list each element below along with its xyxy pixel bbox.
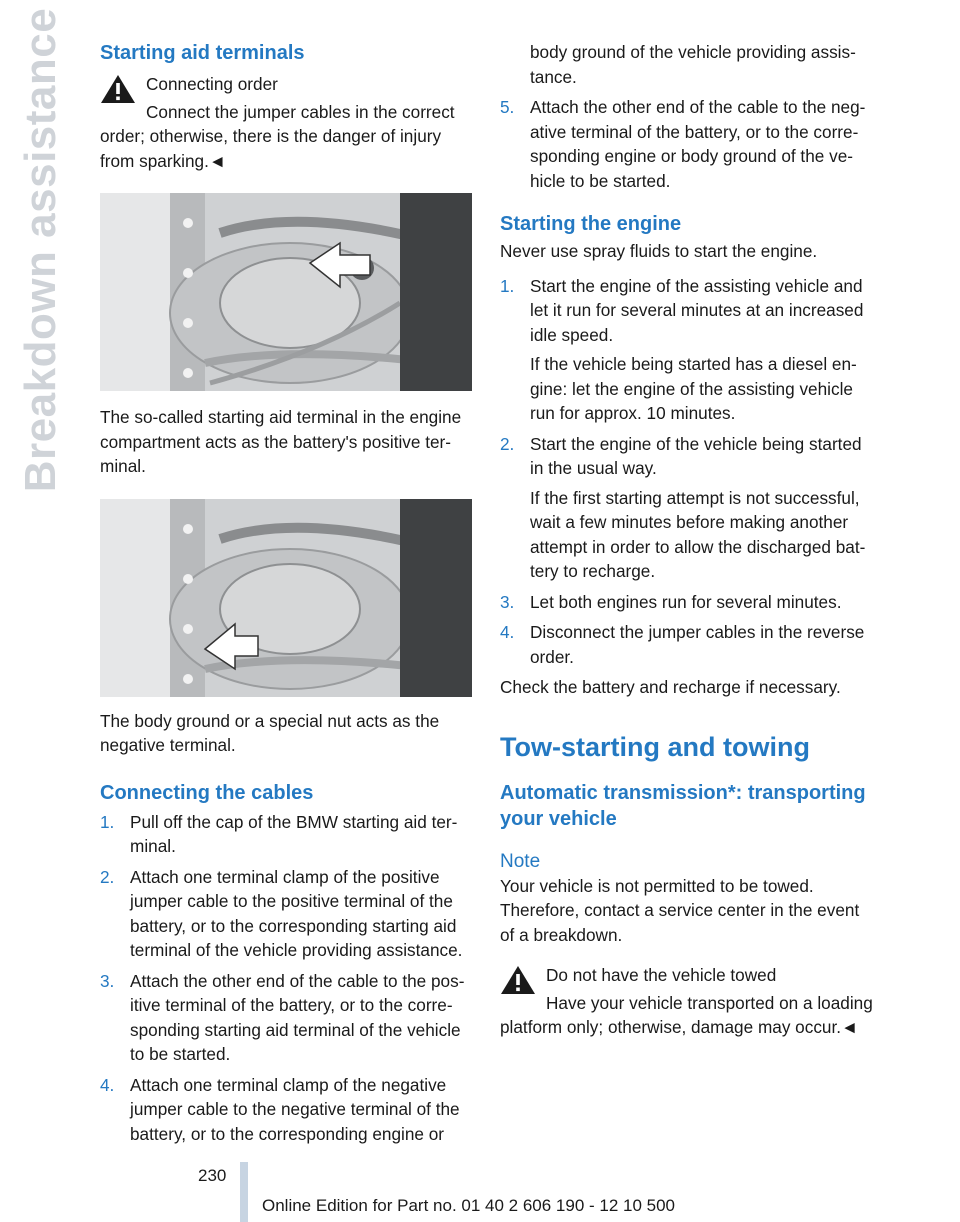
- section-title-automatic-transmission: Automatic transmission*: transporting your vehicle: [500, 781, 866, 830]
- list-item: 1. Pull off the cap of the BMW starting aid terminal.: [100, 811, 458, 856]
- sidebar-title-text: Breakdown assistance: [16, 7, 65, 493]
- warning-text: order; otherwise, there is the danger of injury from sparking.◄: [100, 126, 442, 171]
- list-item: 3. Attach the other end of the cable to the positive terminal of the battery, or to the corresponding starting aid terminal of the vehicle to be started.: [100, 970, 465, 1064]
- list-item: 4. Attach one terminal clamp of the negative jumper cable to the negative terminal of the battery, or to the corresponding engine or: [100, 1074, 460, 1144]
- connecting-steps-list: [100, 810, 472, 1147]
- warning-first-line: Have your vehicle transported on a loading: [546, 992, 873, 1013]
- page-number: 230: [198, 1166, 227, 1185]
- list-item: 2. Start the engine of the vehicle being started in the usual way. If the first starting attempt is not successful, wait a few minutes before making another attempt in order to allow the discharged battery to recharge.: [500, 433, 866, 581]
- starting-steps-list: [500, 274, 874, 670]
- note-title: Note: [500, 850, 541, 872]
- right-column: [500, 40, 874, 1040]
- list-item: body ground of the vehicle providing assistance.: [530, 42, 856, 87]
- list-item: 2. Attach one terminal clamp of the positive jumper cable to the positive terminal of the battery, or to the corresponding starting aid terminal of the vehicle providing assistance.: [100, 866, 463, 960]
- footer-bar: [240, 1162, 248, 1222]
- section-title-starting-aid: Starting aid terminals: [100, 42, 305, 64]
- engine-photo-positive-terminal: [100, 193, 472, 391]
- warning-do-not-tow: [500, 963, 874, 1040]
- caption-positive-terminal: The so-called starting aid terminal in the engine compartment acts as the battery's positive terminal.: [100, 407, 462, 476]
- online-edition-text: Online Edition for Part no. 01 40 2 606 190 - 12 10 500: [262, 1196, 676, 1215]
- warning-title: Connecting order: [146, 74, 278, 94]
- caption-negative-terminal: The body ground or a special nut acts as the negative terminal.: [100, 710, 440, 755]
- check-battery-text: Check the battery and recharge if necessary.: [500, 677, 841, 697]
- section-title-connecting: Connecting the cables: [100, 781, 314, 804]
- starting-intro: Never use spray fluids to start the engine.: [500, 241, 818, 261]
- chapter-title-tow-starting: Tow-starting and towing: [500, 731, 810, 762]
- warning-text: platform only; otherwise, damage may occur.◄: [500, 1017, 859, 1037]
- left-column: [100, 40, 472, 1146]
- warning-first-line: Connect the jumper cables in the correct: [146, 101, 455, 122]
- engine-photo-negative-terminal: [100, 499, 472, 697]
- warning-title: Do not have the vehicle towed: [546, 965, 777, 985]
- list-item: 4. Disconnect the jumper cables in the reverse order.: [500, 622, 865, 667]
- list-item: 3. Let both engines run for several minutes.: [500, 591, 842, 612]
- connecting-steps-continued: [500, 40, 874, 193]
- list-item: 5. Attach the other end of the cable to the negative terminal of the battery, or to the corresponding engine or body ground of the vehicle to be started.: [500, 97, 866, 191]
- note-text: Your vehicle is not permitted to be towed. Therefore, contact a service center in the event of a breakdown.: [500, 875, 860, 945]
- section-title-starting-engine: Starting the engine: [500, 213, 682, 235]
- sidebar-title: [0, 7, 86, 493]
- warning-connecting-order: [100, 72, 472, 173]
- warning-triangle-icon: [500, 965, 536, 995]
- list-item: 1. Start the engine of the assisting vehicle and let it run for several minutes at an increased idle speed. If the vehicle being started has a diesel engine: let the engine of the assisting vehicle run for approx. 10 minutes.: [500, 275, 864, 423]
- warning-triangle-icon: [100, 74, 136, 104]
